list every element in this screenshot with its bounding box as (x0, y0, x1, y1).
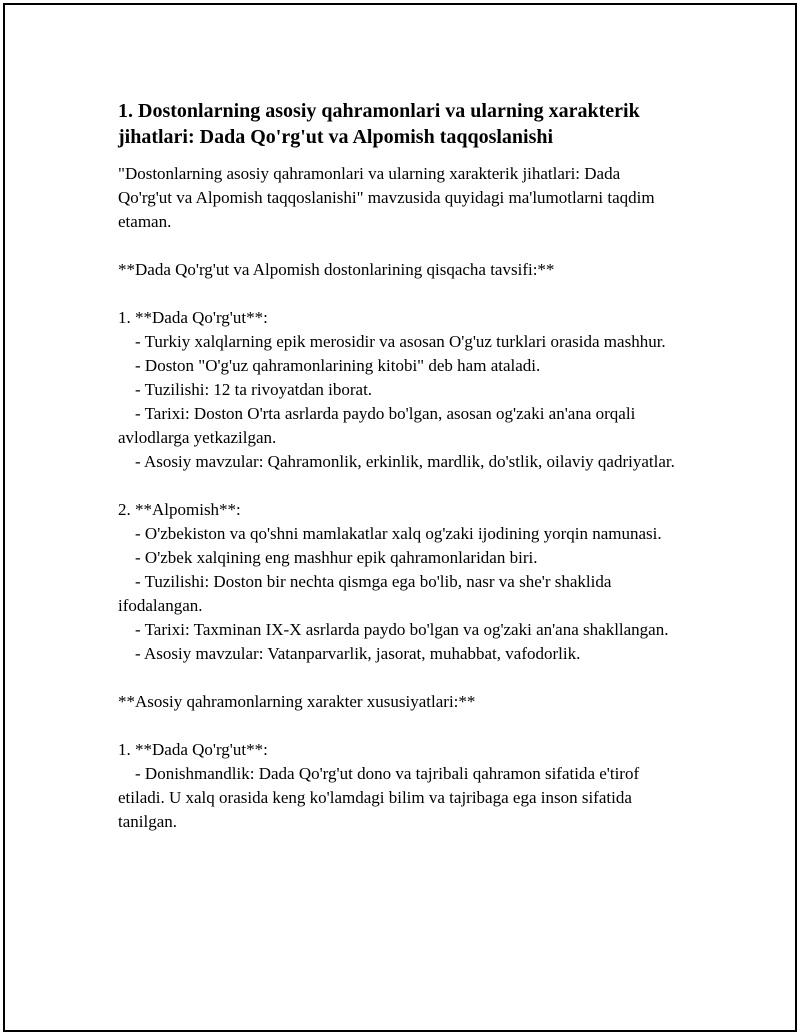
document-content (118, 98, 678, 834)
document-body: "Dostonlarning asosiy qahramonlari va ularning xarakterik jihatlari: Dada Qo'rg'ut va Alpomish taqqoslanishi" mavzusida quyidagi ma'lumotlarni taqdim etaman. **Dada Qo'rg'ut va Alpomish dostonlarining qisqacha tavsifi:** 1. **Dada Qo'rg'ut**: - Turkiy xalqlarning epik merosidir va asosan O'g'uz turklari orasida mashhur. - Doston "O'g'uz qahramonlarining kitobi" deb ham ataladi. - Tuzilishi: 12 ta rivoyatdan iborat. - Tarixi: Doston O'rta asrlarda paydo bo'lgan, asosan og'zaki an'ana orqali avlodlarga yetkazilgan. - Asosiy mavzular: Qahramonlik, erkinlik, mardlik, do'stlik, oilaviy qadriyatlar. 2. **Alpomish**: - O'zbekiston va qo'shni mamlakatlar xalq og'zaki ijodining yorqin namunasi. - O'zbek xalqining eng mashhur epik qahramonlaridan biri. - Tuzilishi: Doston bir nechta qismga ega bo'lib, nasr va she'r shaklida ifodalangan. - Tarixi: Taxminan IX-X asrlarda paydo bo'lgan va og'zaki an'ana shakllangan. - Asosiy mavzular: Vatanparvarlik, jasorat, muhabbat, vafodorlik. **Asosiy qahramonlarning xarakter xususiyatlari:** 1. **Dada Qo'rg'ut**: - Donishmandlik: Dada Qo'rg'ut dono va tajribali qahramon sifatida e'tirof etiladi. U xalq orasida keng ko'lamdagi bilim va tajribaga ega inson sifatida tanilgan. (118, 164, 675, 831)
document-page (3, 3, 797, 1032)
document-title: 1. Dostonlarning asosiy qahramonlari va ularning xarakterik jihatlari: Dada Qo'rg'ut va Alpomish taqqoslanishi (118, 100, 640, 148)
